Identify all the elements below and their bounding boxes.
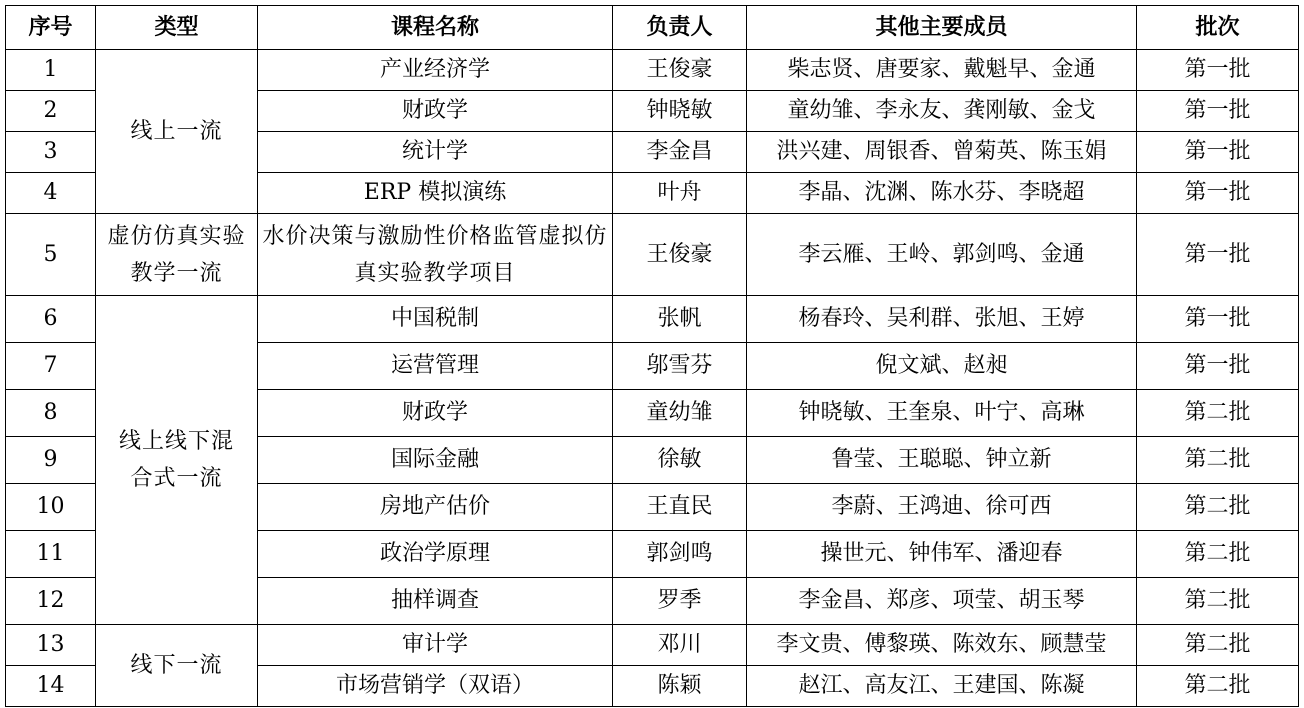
row-no: 13: [6, 625, 96, 666]
course-name: 水价决策与激励性价格监管虚拟仿真实验教学项目: [258, 214, 613, 296]
lead-name: 叶舟: [613, 173, 747, 214]
lead-name: 陈颖: [613, 666, 747, 707]
course-name: 产业经济学: [258, 50, 613, 91]
members: 李云雁、王岭、郭剑鸣、金通: [747, 214, 1137, 296]
row-no: 1: [6, 50, 96, 91]
members: 李金昌、郑彦、项莹、胡玉琴: [747, 578, 1137, 625]
header-row: [6, 6, 1299, 50]
lead-name: 郭剑鸣: [613, 531, 747, 578]
header-no: 序号: [6, 6, 96, 50]
type-cell: 线上线下混合式一流: [96, 296, 258, 625]
batch: 第二批: [1137, 484, 1299, 531]
course-name: 财政学: [258, 91, 613, 132]
course-name: 运营管理: [258, 343, 613, 390]
lead-name: 童幼雏: [613, 390, 747, 437]
row-no: 9: [6, 437, 96, 484]
members: 童幼雏、李永友、龚刚敏、金戈: [747, 91, 1137, 132]
course-name: 财政学: [258, 390, 613, 437]
members: 钟晓敏、王奎泉、叶宁、高琳: [747, 390, 1137, 437]
batch: 第二批: [1137, 390, 1299, 437]
row-no: 14: [6, 666, 96, 707]
row-no: 10: [6, 484, 96, 531]
members: 李蔚、王鸿迪、徐可西: [747, 484, 1137, 531]
row-no: 6: [6, 296, 96, 343]
batch: 第二批: [1137, 666, 1299, 707]
batch: 第二批: [1137, 531, 1299, 578]
header-course: 课程名称: [258, 6, 613, 50]
lead-name: 钟晓敏: [613, 91, 747, 132]
lead-name: 王俊豪: [613, 214, 747, 296]
course-name: 市场营销学（双语）: [258, 666, 613, 707]
lead-name: 李金昌: [613, 132, 747, 173]
members: 洪兴建、周银香、曾菊英、陈玉娟: [747, 132, 1137, 173]
course-name: 国际金融: [258, 437, 613, 484]
header-type: 类型: [96, 6, 258, 50]
members: 李晶、沈渊、陈水芬、李晓超: [747, 173, 1137, 214]
lead-name: 罗季: [613, 578, 747, 625]
course-name: 中国税制: [258, 296, 613, 343]
course-name: 审计学: [258, 625, 613, 666]
course-table: [5, 5, 1299, 707]
members: 操世元、钟伟军、潘迎春: [747, 531, 1137, 578]
batch: 第二批: [1137, 578, 1299, 625]
table-row: [6, 296, 1299, 343]
batch: 第一批: [1137, 50, 1299, 91]
lead-name: 张帆: [613, 296, 747, 343]
batch: 第一批: [1137, 296, 1299, 343]
row-no: 7: [6, 343, 96, 390]
lead-name: 王直民: [613, 484, 747, 531]
members: 赵江、高友江、王建国、陈凝: [747, 666, 1137, 707]
batch: 第一批: [1137, 214, 1299, 296]
batch: 第一批: [1137, 343, 1299, 390]
batch: 第一批: [1137, 91, 1299, 132]
course-name: ERP 模拟演练: [258, 173, 613, 214]
table-row: [6, 50, 1299, 91]
batch: 第一批: [1137, 173, 1299, 214]
course-name: 房地产估价: [258, 484, 613, 531]
members: 柴志贤、唐要家、戴魁早、金通: [747, 50, 1137, 91]
header-members: 其他主要成员: [747, 6, 1137, 50]
members: 杨春玲、吴利群、张旭、王婷: [747, 296, 1137, 343]
row-no: 4: [6, 173, 96, 214]
members: 倪文斌、赵昶: [747, 343, 1137, 390]
type-cell: 线上一流: [96, 50, 258, 214]
members: 李文贵、傅黎瑛、陈效东、顾慧莹: [747, 625, 1137, 666]
lead-name: 王俊豪: [613, 50, 747, 91]
table-row: [6, 625, 1299, 666]
row-no: 12: [6, 578, 96, 625]
row-no: 11: [6, 531, 96, 578]
members: 鲁莹、王聪聪、钟立新: [747, 437, 1137, 484]
batch: 第二批: [1137, 437, 1299, 484]
course-name: 政治学原理: [258, 531, 613, 578]
header-lead: 负责人: [613, 6, 747, 50]
table-row: [6, 214, 1299, 296]
lead-name: 邬雪芬: [613, 343, 747, 390]
type-cell: 线下一流: [96, 625, 258, 707]
course-name: 抽样调查: [258, 578, 613, 625]
type-cell: 虚仿仿真实验教学一流: [96, 214, 258, 296]
lead-name: 徐敏: [613, 437, 747, 484]
row-no: 8: [6, 390, 96, 437]
row-no: 3: [6, 132, 96, 173]
row-no: 5: [6, 214, 96, 296]
batch: 第一批: [1137, 132, 1299, 173]
course-name: 统计学: [258, 132, 613, 173]
batch: 第二批: [1137, 625, 1299, 666]
header-batch: 批次: [1137, 6, 1299, 50]
row-no: 2: [6, 91, 96, 132]
lead-name: 邓川: [613, 625, 747, 666]
